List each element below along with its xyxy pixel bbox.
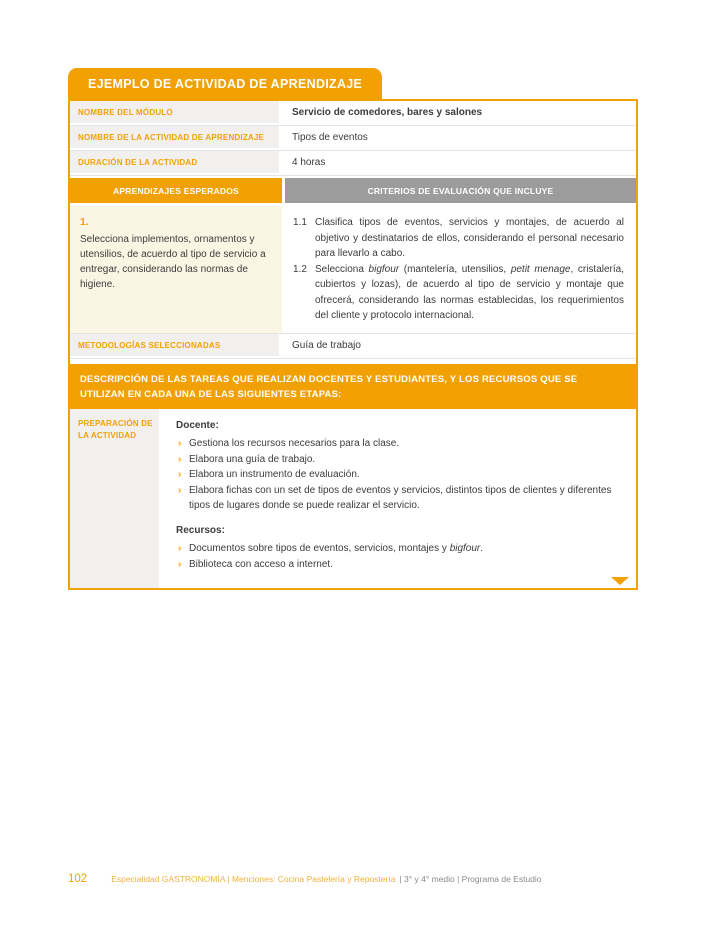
criterion-number: 1.1 [293,217,307,228]
list-item-text: Gestiona los recursos necesarios para la clase. [189,438,400,450]
list-item [176,436,622,452]
docente-heading: Docente: [176,419,219,431]
list-item-text: Elabora un instrumento de evaluación. [189,469,360,481]
activity-example-section [68,68,638,590]
tab-title: EJEMPLO DE ACTIVIDAD DE APRENDIZAJE [88,77,363,91]
footer-program-text: | 3° y 4° medio | Programa de Estudio [399,874,542,884]
chevron-bullet-icon: › [178,453,182,465]
module-name-label: NOMBRE DEL MÓDULO [70,101,282,125]
table-row-duration [70,151,636,176]
duration-value: 4 horas [282,151,636,175]
criterion-text-part: (mantelería, utensilios, [399,263,511,275]
list-item-text-part: . [480,543,484,555]
duration-label: DURACIÓN DE LA ACTIVIDAD [70,151,282,175]
list-item [176,541,622,557]
list-item [176,483,622,514]
list-item [176,452,622,468]
learning-criteria-row [70,206,636,334]
methodology-value: Guía de trabajo [282,334,636,358]
activity-name-value: Tipos de eventos [282,126,636,150]
page-footer [68,873,668,885]
criterion-text [315,215,624,262]
activity-name-label: NOMBRE DE LA ACTIVIDAD DE APRENDIZAJE [70,126,282,150]
tasks-description-band: DESCRIPCIÓN DE LAS TAREAS QUE REALIZAN DOCENTES Y ESTUDIANTES, Y LOS RECURSOS QUE SE UTILIZAN EN CADA UNA DE LAS SIGUIENTES ETAPAS: [70,364,636,409]
activity-table [68,99,638,590]
page-number: 102 [68,873,88,885]
activity-example-tab [68,68,382,99]
criterion-text-part: Selecciona [315,263,369,275]
criterion-item [293,215,624,262]
list-item [176,467,622,483]
objective-text: Selecciona implementos, ornamentos y utensilios, de acuerdo al tipo de servicio a entregar, considerando las normas de higiene. [80,233,266,290]
continuation-arrow-icon [611,577,629,585]
criterion-text-part: Clasifica tipos de eventos, servicios y montajes, de acuerdo al objetivo y destinatarios de ellos, considerando el personal necesario para llevarlo a cabo. [315,217,624,259]
preparation-label: PREPARACIÓN DE LA ACTIVIDAD [70,409,162,589]
preparation-row [70,409,636,589]
criterion-text [315,262,624,324]
table-row-methodology [70,334,636,359]
list-item-text-italic: bigfour [449,543,481,555]
column-headers-row [70,178,636,203]
criterion-item [293,262,624,324]
criterion-text-italic: bigfour [368,263,400,275]
recursos-heading: Recursos: [176,524,225,536]
expected-learning-header: APRENDIZAJES ESPERADOS [70,178,282,203]
module-name-value: Servicio de comedores, bares y salones [282,101,636,125]
objective-number: 1. [80,216,89,228]
list-item-text: Biblioteca con acceso a internet. [189,558,333,570]
chevron-bullet-icon: › [178,469,182,481]
methodology-label: METODOLOGÍAS SELECCIONADAS [70,334,282,358]
table-row-module [70,101,636,126]
learning-objective-cell [70,206,282,333]
criteria-cell [285,206,636,333]
chevron-bullet-icon: › [178,558,182,570]
list-item-text: Elabora fichas con un set de tipos de eventos y servicios, distintos tipos de clientes y diferentes tipos de lugares donde se puede realizar el servicio. [189,484,612,512]
preparation-content [162,409,636,589]
chevron-bullet-icon: › [178,543,182,555]
list-item-text-part: Documentos sobre tipos de eventos, servicios, montajes y [189,543,450,555]
list-item-text [189,541,622,557]
evaluation-criteria-header: CRITERIOS DE EVALUACIÓN QUE INCLUYE [285,178,636,203]
table-row-activity-name [70,126,636,151]
chevron-bullet-icon: › [178,484,182,496]
list-item [176,557,622,573]
list-item-text: Elabora una guía de trabajo. [189,453,316,465]
criterion-number: 1.2 [293,263,307,275]
footer-specialty-text: Especialidad GASTRONOMÍA | Menciones: Cocina Pastelería y Repostería [111,874,396,884]
criterion-text-part: , cristalería, cubiertos y lozas), de acuerdo al tipo de servicio y montaje que ofrecerá, considerando las normas establecidas, los requerimientos del cliente y protocolo internacional. [315,263,624,321]
chevron-bullet-icon: › [178,438,182,450]
criterion-text-italic: petit menage [510,263,571,275]
